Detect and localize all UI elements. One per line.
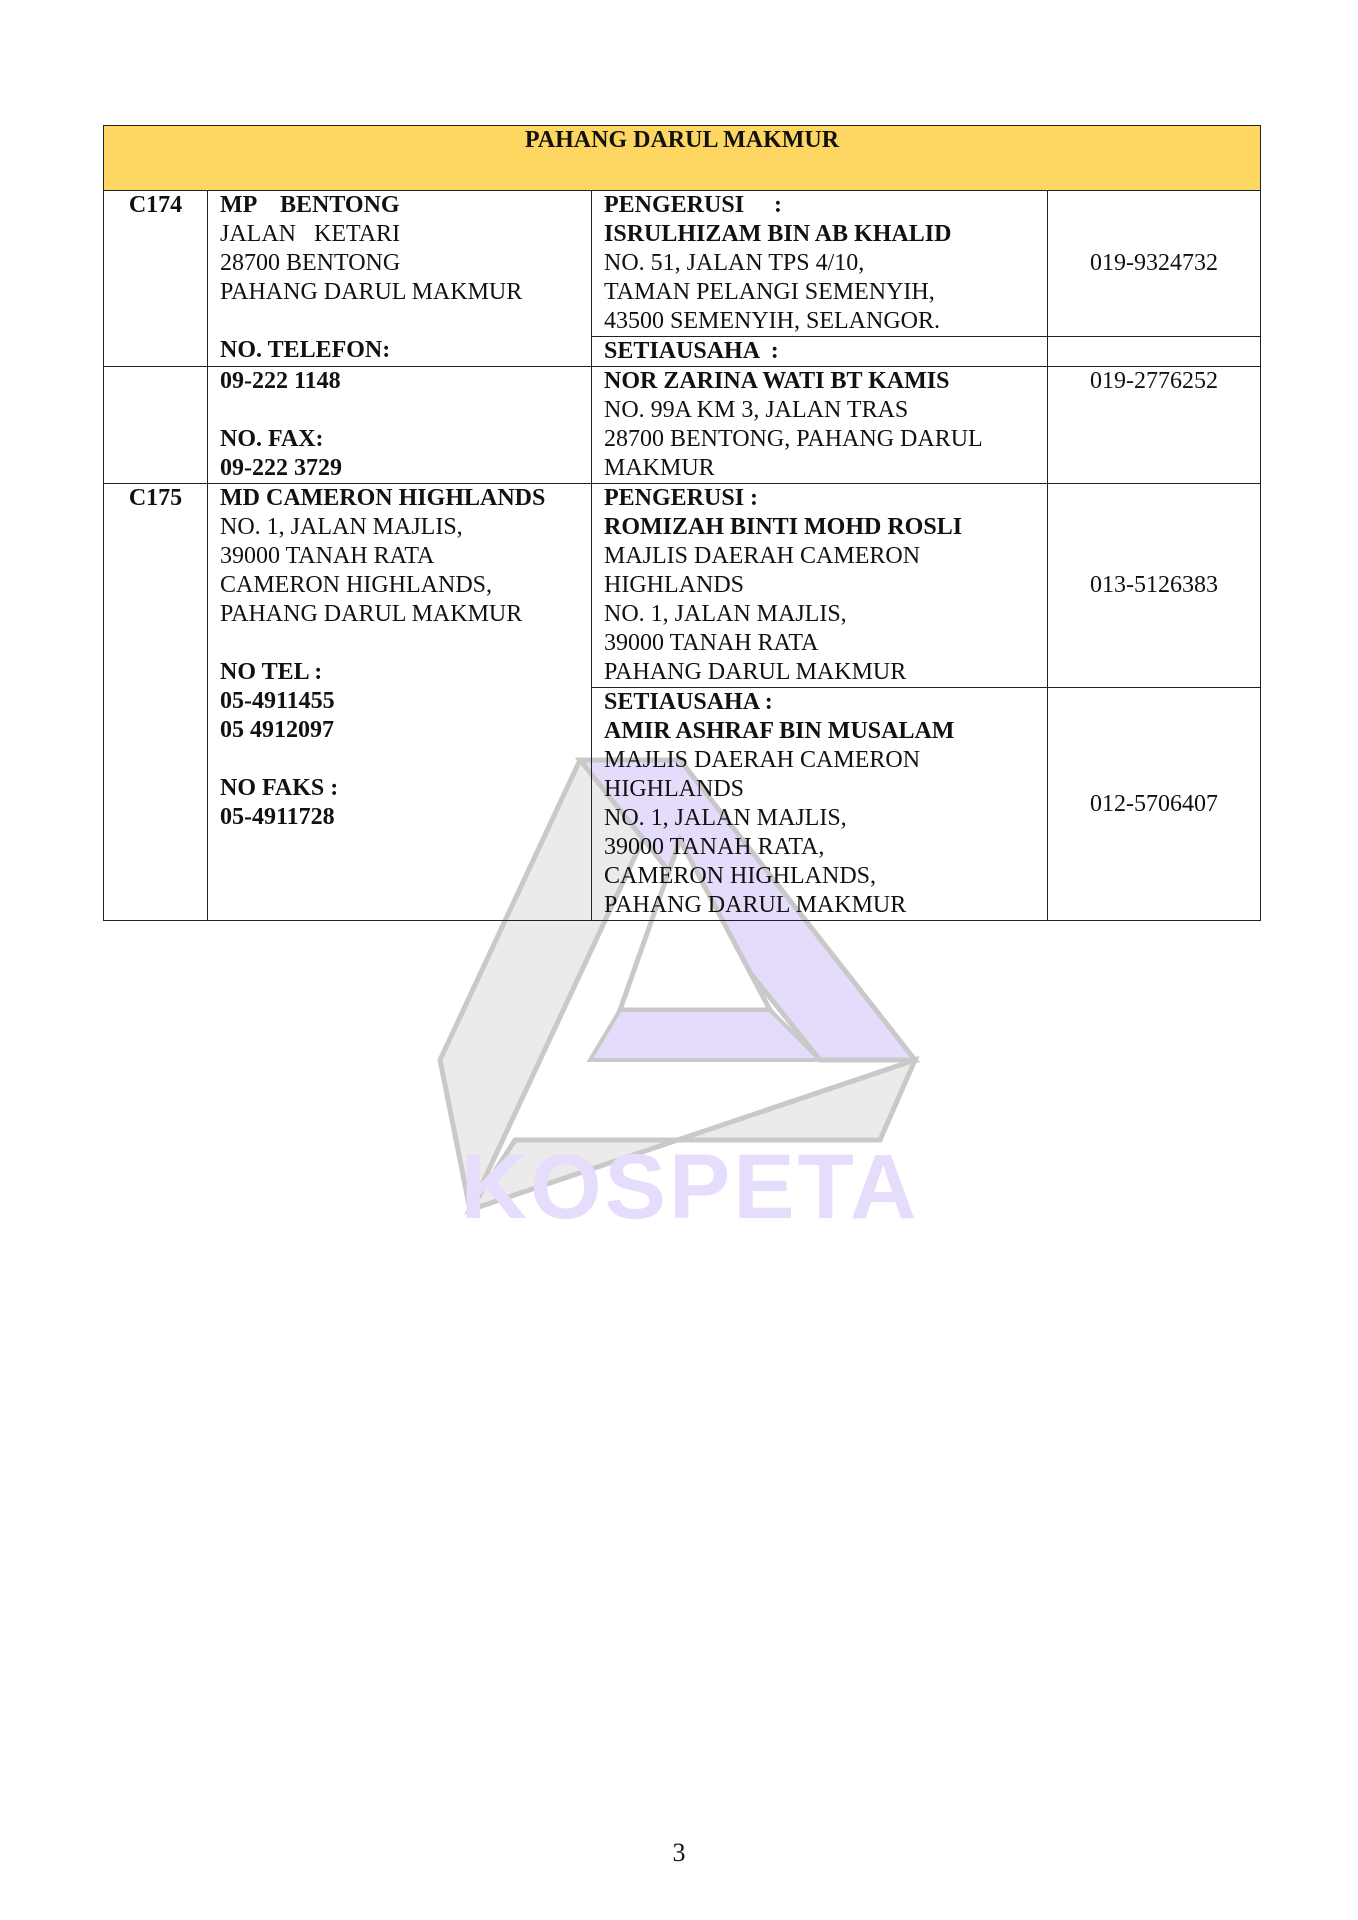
address-line: 39000 TANAH RATA, — [604, 834, 825, 860]
fax-number: 05-4911728 — [220, 804, 335, 830]
phone-number: 012-5706407 — [1048, 688, 1261, 921]
tel-number: 05 4912097 — [220, 717, 334, 743]
address-line: 39000 TANAH RATA — [604, 630, 819, 656]
agency-address-line: NO. 1, JALAN MAJLIS, — [220, 514, 463, 540]
role-label: PENGERUSI : — [604, 192, 783, 218]
phone-number: 019-9324732 — [1048, 191, 1261, 337]
record-code: C175 — [104, 484, 208, 921]
agency-contact-cell — [208, 367, 592, 484]
tel-label: NO. TELEFON: — [220, 337, 391, 363]
agency-address-line: JALAN KETARI — [220, 221, 401, 247]
address-line: NO. 51, JALAN TPS 4/10, — [604, 250, 865, 276]
chairman-cell — [592, 484, 1048, 688]
person-name: AMIR ASHRAF BIN MUSALAM — [604, 718, 955, 744]
agency-address-line: 39000 TANAH RATA — [220, 543, 435, 569]
agency-name: MD CAMERON HIGHLANDS — [220, 485, 546, 511]
agency-address-line: PAHANG DARUL MAKMUR — [220, 601, 523, 627]
fax-label: NO. FAX: — [220, 426, 324, 452]
tel-number: 05-4911455 — [220, 688, 335, 714]
table-row — [104, 191, 1261, 337]
address-line: PAHANG DARUL MAKMUR — [604, 892, 907, 918]
chairman-cell — [592, 191, 1048, 337]
secretary-role-cell — [592, 337, 1048, 367]
phone-cell — [1048, 367, 1261, 484]
fax-label: NO FAKS : — [220, 775, 339, 801]
fax-number: 09-222 3729 — [220, 455, 342, 481]
address-line: MAJLIS DAERAH CAMERON — [604, 747, 921, 773]
agency-cell — [208, 484, 592, 921]
secretary-cell — [592, 688, 1048, 921]
person-name: NOR ZARINA WATI BT KAMIS — [604, 368, 950, 394]
address-line: HIGHLANDS — [604, 776, 744, 802]
state-header: PAHANG DARUL MAKMUR — [104, 126, 1261, 191]
address-line: TAMAN PELANGI SEMENYIH, — [604, 279, 935, 305]
empty-cell — [1048, 337, 1261, 367]
role-label: SETIAUSAHA : — [604, 689, 773, 715]
directory-table — [103, 125, 1261, 921]
address-line: HIGHLANDS — [604, 572, 744, 598]
agency-name: MP BENTONG — [220, 192, 400, 218]
agency-address-line: 28700 BENTONG — [220, 250, 401, 276]
address-line: MAKMUR — [604, 455, 715, 481]
role-label: PENGERUSI : — [604, 485, 759, 511]
agency-address-line: CAMERON HIGHLANDS, — [220, 572, 493, 598]
tel-number: 09-222 1148 — [220, 368, 341, 394]
agency-address-line: PAHANG DARUL MAKMUR — [220, 279, 523, 305]
role-label: SETIAUSAHA : — [604, 338, 779, 364]
secretary-cell — [592, 367, 1048, 484]
phone-number: 019-2776252 — [1090, 368, 1218, 394]
table-row — [104, 484, 1261, 688]
record-code: C174 — [104, 191, 208, 367]
phone-number: 013-5126383 — [1048, 484, 1261, 688]
address-line: PAHANG DARUL MAKMUR — [604, 659, 907, 685]
tel-label: NO TEL : — [220, 659, 323, 685]
empty-cell — [104, 367, 208, 484]
person-name: ROMIZAH BINTI MOHD ROSLI — [604, 514, 963, 540]
address-line: 28700 BENTONG, PAHANG DARUL — [604, 426, 983, 452]
address-line: NO. 1, JALAN MAJLIS, — [604, 805, 847, 831]
agency-cell — [208, 191, 592, 367]
address-line: 43500 SEMENYIH, SELANGOR. — [604, 308, 940, 334]
watermark-text: KOSPETA — [460, 1136, 920, 1238]
person-name: ISRULHIZAM BIN AB KHALID — [604, 221, 952, 247]
address-line: MAJLIS DAERAH CAMERON — [604, 543, 921, 569]
page-number: 3 — [672, 1838, 686, 1867]
address-line: CAMERON HIGHLANDS, — [604, 863, 877, 889]
address-line: NO. 99A KM 3, JALAN TRAS — [604, 397, 909, 423]
address-line: NO. 1, JALAN MAJLIS, — [604, 601, 847, 627]
table-row — [104, 367, 1261, 484]
state-header-row — [104, 126, 1261, 191]
